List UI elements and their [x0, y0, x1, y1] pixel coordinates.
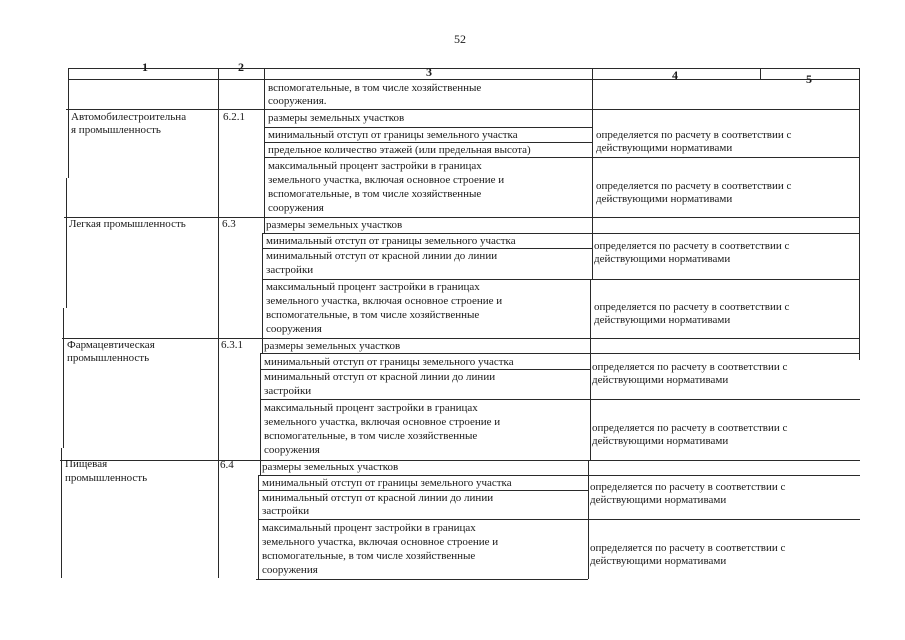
param-coverage: земельного участка, включая основное строение и — [264, 416, 501, 428]
norm-text: определяется по расчету в соответствии с — [590, 481, 786, 493]
param-area: размеры земельных участков — [262, 461, 399, 473]
table-border — [61, 448, 62, 578]
row-divider — [260, 369, 590, 370]
param-coverage: вспомогательные, в том числе хозяйственные — [268, 188, 482, 200]
row-divider — [66, 109, 860, 110]
table-border — [68, 68, 69, 178]
column-divider — [262, 233, 263, 353]
norm-text: действующими нормативами — [590, 555, 727, 567]
row-divider — [62, 338, 860, 339]
param-coverage: максимальный процент застройки в границах — [268, 160, 482, 172]
section-code: 6.4 — [220, 459, 234, 471]
table-border — [68, 68, 860, 69]
norm-text: действующими нормативами — [596, 193, 733, 205]
section-name: Пищевая — [65, 458, 108, 470]
row-divider — [262, 279, 860, 280]
param-setback-red: минимальный отступ от красной линии до линии — [262, 492, 494, 504]
norm-text: действующими нормативами — [592, 435, 729, 447]
row-divider — [258, 490, 588, 491]
param-coverage: земельного участка, включая основное строение и — [262, 536, 499, 548]
param-area: размеры земельных участков — [264, 340, 401, 352]
param-setback-border: минимальный отступ от границы земельного участка — [264, 356, 514, 368]
column-divider — [592, 68, 593, 279]
section-name: промышленность — [67, 352, 150, 364]
column-divider — [260, 353, 261, 475]
norm-text: определяется по расчету в соответствии с — [592, 361, 788, 373]
param-setback-red: застройки — [264, 385, 312, 397]
norm-text: определяется по расчету в соответствии с — [594, 301, 790, 313]
norm-text: определяется по расчету в соответствии с — [596, 129, 792, 141]
param-coverage: максимальный процент застройки в границах — [262, 522, 476, 534]
param-coverage: сооружения — [264, 444, 320, 456]
param-setback-red: застройки — [262, 505, 310, 517]
row-divider — [262, 248, 592, 249]
param-setback-red: застройки — [266, 264, 314, 276]
column-divider — [258, 475, 259, 579]
section-name: Автомобилестроительна — [71, 111, 187, 123]
row-divider — [258, 475, 860, 476]
norm-text: определяется по расчету в соответствии с — [590, 542, 786, 554]
param-area: размеры земельных участков — [268, 112, 405, 124]
table-border — [859, 68, 860, 360]
column-divider — [588, 460, 589, 579]
table-border — [63, 308, 64, 448]
param-coverage: максимальный процент застройки в границах — [264, 402, 478, 414]
param-area: размеры земельных участков — [266, 219, 403, 231]
norm-text: действующими нормативами — [594, 314, 731, 326]
param-setback-border: минимальный отступ от границы земельного участка — [266, 235, 516, 247]
param-floors: предельное количество этажей (или предельная высота) — [268, 144, 531, 156]
section-code: 6.3 — [222, 218, 236, 230]
section-code: 6.2.1 — [223, 111, 245, 123]
table-border — [68, 79, 860, 80]
column-divider — [264, 68, 265, 233]
row-divider — [262, 233, 860, 234]
param-setback-border: минимальный отступ от границы земельного участка — [262, 477, 512, 489]
norm-text: действующими нормативами — [594, 253, 731, 265]
column-header-1: 1 — [142, 60, 148, 74]
row-divider — [60, 460, 860, 461]
column-divider — [590, 279, 591, 460]
column-divider — [218, 68, 219, 578]
cell-text: вспомогательные, в том числе хозяйственные — [268, 82, 482, 94]
section-name: промышленность — [65, 472, 148, 484]
param-setback-red: минимальный отступ от красной линии до линии — [264, 371, 496, 383]
param-coverage: сооружения — [268, 202, 324, 214]
column-header-5: 5 — [806, 72, 812, 86]
table-border — [256, 579, 588, 580]
param-setback-border: минимальный отступ от границы земельного участка — [268, 129, 518, 141]
norm-text: действующими нормативами — [590, 494, 727, 506]
section-name: я промышленность — [71, 124, 161, 136]
column-header-3: 3 — [426, 65, 432, 79]
row-divider — [264, 127, 592, 128]
row-divider — [260, 353, 860, 354]
section-name: Легкая промышленность — [69, 218, 186, 230]
param-coverage: вспомогательные, в том числе хозяйственные — [262, 550, 476, 562]
param-coverage: сооружения — [266, 323, 322, 335]
column-header-4: 4 — [672, 68, 678, 82]
row-divider — [264, 157, 860, 158]
row-divider — [260, 399, 860, 400]
norm-text: действующими нормативами — [592, 374, 729, 386]
section-name: Фармацевтическая — [67, 339, 155, 351]
row-divider — [258, 519, 860, 520]
norm-text: определяется по расчету в соответствии с — [596, 180, 792, 192]
norm-text: действующими нормативами — [596, 142, 733, 154]
param-coverage: земельного участка, включая основное строение и — [266, 295, 503, 307]
param-coverage: сооружения — [262, 564, 318, 576]
param-coverage: вспомогательные, в том числе хозяйственные — [266, 309, 480, 321]
norm-text: определяется по расчету в соответствии с — [594, 240, 790, 252]
norm-text: определяется по расчету в соответствии с — [592, 422, 788, 434]
table-border — [66, 178, 67, 308]
column-header-2: 2 — [238, 60, 244, 74]
column-divider — [760, 68, 761, 79]
param-coverage: максимальный процент застройки в границах — [266, 281, 480, 293]
page-number: 52 — [454, 32, 466, 46]
param-coverage: земельного участка, включая основное строение и — [268, 174, 505, 186]
row-divider — [264, 142, 592, 143]
cell-text: сооружения. — [268, 95, 327, 107]
param-coverage: вспомогательные, в том числе хозяйственные — [264, 430, 478, 442]
param-setback-red: минимальный отступ от красной линии до линии — [266, 250, 498, 262]
section-code: 6.3.1 — [221, 339, 243, 351]
